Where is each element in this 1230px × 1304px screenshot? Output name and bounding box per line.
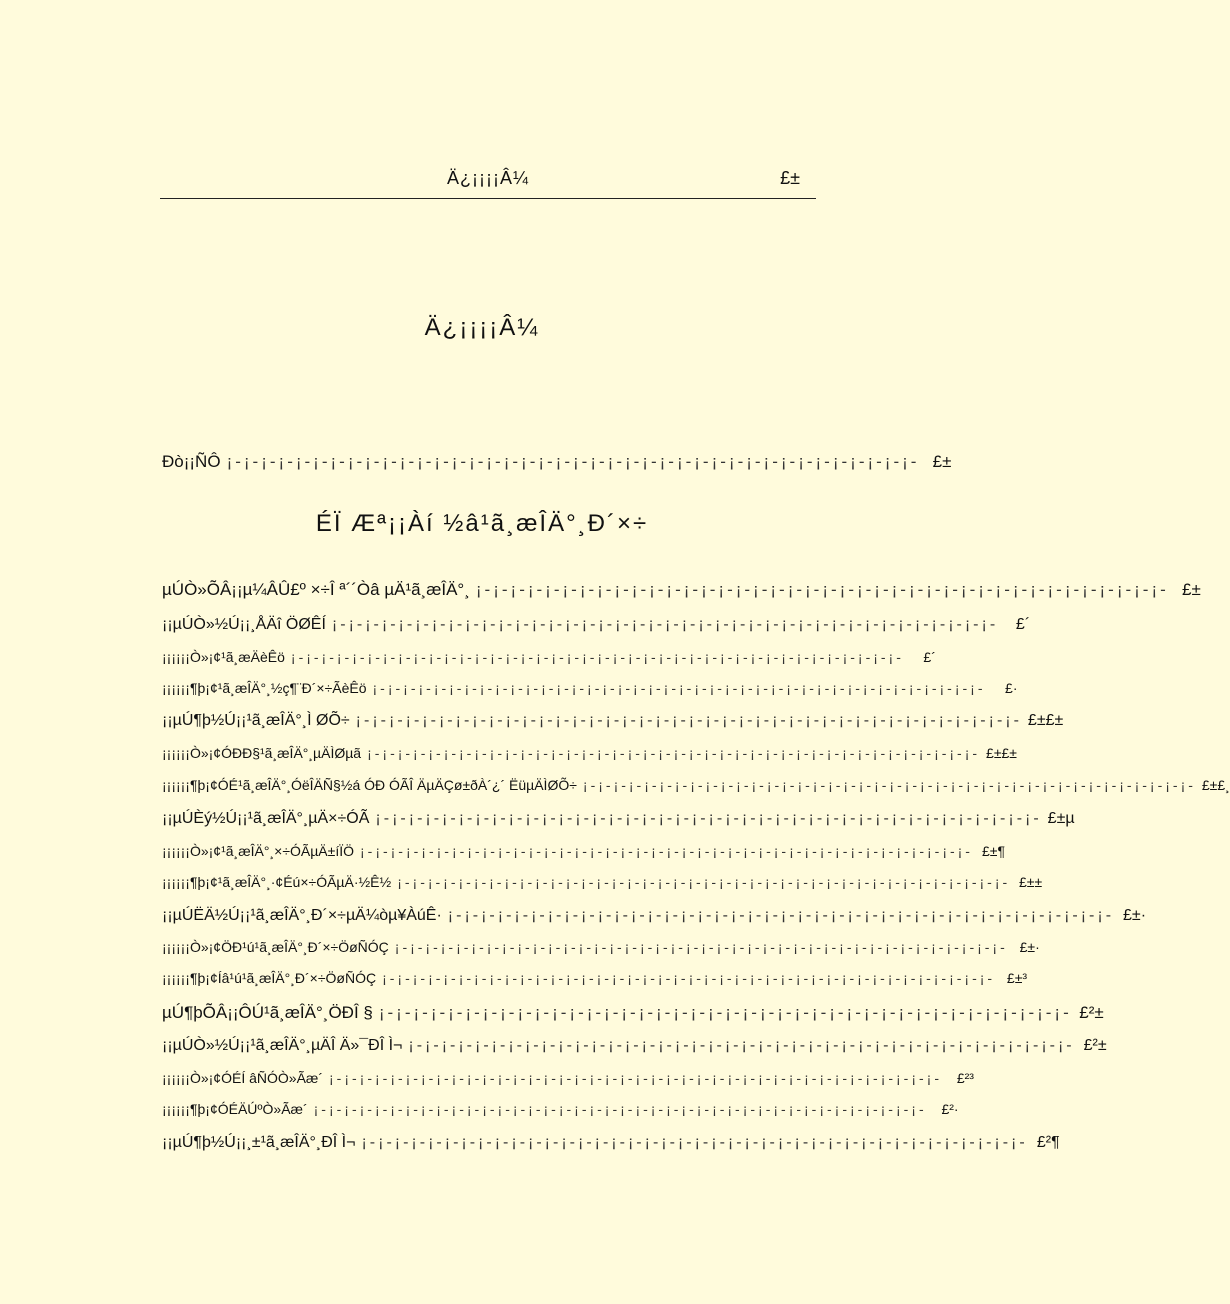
toc-entry-text: ¡¡µÚÒ»½Ú¡¡¹ã¸æÎÄ°¸µÄÎ Ä»¯ÐÎ Ì¬ <box>162 1037 403 1054</box>
toc-entry-page: £±£± <box>986 745 1017 761</box>
toc-entry[interactable] <box>162 810 1075 834</box>
toc-entry[interactable] <box>162 1134 1060 1158</box>
toc-entry-text: Ðò¡¡ÑÔ <box>162 452 221 471</box>
toc-entry[interactable] <box>162 649 936 673</box>
toc-entry[interactable] <box>162 580 1201 604</box>
dot-leader: ¡-¡-¡-¡-¡-¡-¡-¡-¡-¡-¡-¡-¡-¡-¡-¡-¡-¡-¡-¡-¡-¡-¡-¡-¡-¡-¡-¡-¡-¡-¡-¡-¡-¡-¡-¡-¡-¡-¡-¡- <box>394 939 1008 955</box>
toc-entry-page: £±³ <box>1006 970 1028 986</box>
dot-leader: ¡-¡-¡-¡-¡-¡-¡-¡-¡-¡-¡-¡-¡-¡-¡-¡-¡-¡-¡-¡-¡-¡-¡-¡-¡-¡-¡-¡-¡-¡-¡-¡-¡-¡-¡-¡-¡-¡-¡-¡- <box>447 907 1115 924</box>
toc-entry[interactable] <box>162 1037 1107 1061</box>
toc-entry[interactable] <box>162 745 1017 769</box>
toc-entry-page: £´ <box>1015 616 1031 633</box>
toc-entry-text: ¡¡µÚ¶þ½Ú¡¡¸±¹ã¸æÎÄ°¸ÐÎ Ì¬ <box>162 1134 356 1151</box>
part-title: ÉÏ Æª¡¡Àí ½â¹ã¸æÎÄ°¸Ð´×÷ <box>315 510 649 537</box>
dot-leader: ¡-¡-¡-¡-¡-¡-¡-¡-¡-¡-¡-¡-¡-¡-¡-¡-¡-¡-¡-¡-¡-¡-¡-¡-¡-¡-¡-¡-¡-¡-¡-¡-¡-¡-¡-¡-¡-¡-¡-¡- <box>382 970 996 986</box>
dot-leader: ¡-¡-¡-¡-¡-¡-¡-¡-¡-¡-¡-¡-¡-¡-¡-¡-¡-¡-¡-¡-¡-¡-¡-¡-¡-¡-¡-¡-¡-¡-¡-¡-¡-¡-¡-¡-¡-¡-¡-¡- <box>397 874 1011 890</box>
toc-entry-text: ¡¡µÚÒ»½Ú¡¡¸ÅÄî ÖØÊÍ <box>162 616 326 633</box>
toc-entry-text: ¡¡µÚ¶þ½Ú¡¡¹ã¸æÎÄ°¸Ì ØÕ÷ <box>162 712 350 729</box>
dot-leader: ¡-¡-¡-¡-¡-¡-¡-¡-¡-¡-¡-¡-¡-¡-¡-¡-¡-¡-¡-¡-¡-¡-¡-¡-¡-¡-¡-¡-¡-¡-¡-¡-¡-¡-¡-¡-¡-¡-¡-¡- <box>375 810 1042 827</box>
toc-entry-text: ¡¡¡¡¡¡Ò»¡¢ÓÉÍ âÑÓÒ»Ãæ´ <box>162 1070 324 1086</box>
toc-entry-page: £±µ <box>1047 810 1075 827</box>
toc-entry[interactable] <box>162 616 1031 640</box>
toc-entry-page: £± <box>932 452 952 471</box>
dot-leader: ¡-¡-¡-¡-¡-¡-¡-¡-¡-¡-¡-¡-¡-¡-¡-¡-¡-¡-¡-¡-¡-¡-¡-¡-¡-¡-¡-¡-¡-¡-¡-¡-¡-¡-¡-¡-¡-¡-¡-¡- <box>226 452 920 471</box>
toc-entry-text: ¡¡¡¡¡¡¶þ¡¢ÓÉ¹ã¸æÎÄ°¸ÓëÎÄÑ§½á ÓÐ ÓÃÎ ÄµÄÇø±ðÀ´¿´ ËüµÄÌØÕ÷ <box>162 777 577 793</box>
toc-entry-page: £²· <box>941 1101 959 1117</box>
toc-entry-text: ¡¡µÚÈý½Ú¡¡¹ã¸æÎÄ°¸µÄ×÷ÓÃ <box>162 810 370 827</box>
dot-leader: ¡-¡-¡-¡-¡-¡-¡-¡-¡-¡-¡-¡-¡-¡-¡-¡-¡-¡-¡-¡-¡-¡-¡-¡-¡-¡-¡-¡-¡-¡-¡-¡-¡-¡-¡-¡-¡-¡-¡-¡- <box>475 580 1169 599</box>
toc-entry[interactable] <box>162 777 1230 801</box>
dot-leader: ¡-¡-¡-¡-¡-¡-¡-¡-¡-¡-¡-¡-¡-¡-¡-¡-¡-¡-¡-¡-¡-¡-¡-¡-¡-¡-¡-¡-¡-¡-¡-¡-¡-¡-¡-¡-¡-¡-¡-¡- <box>331 616 999 633</box>
toc-entry[interactable] <box>162 680 1018 704</box>
toc-entry[interactable] <box>162 843 1005 867</box>
toc-entry[interactable] <box>162 907 1147 931</box>
toc-entry-text: ¡¡¡¡¡¡¶þ¡¢Íâ¹ú¹ã¸æÎÄ°¸Ð´×÷ÖøÑÓÇ <box>162 970 377 986</box>
dot-leader: ¡-¡-¡-¡-¡-¡-¡-¡-¡-¡-¡-¡-¡-¡-¡-¡-¡-¡-¡-¡-¡-¡-¡-¡-¡-¡-¡-¡-¡-¡-¡-¡-¡-¡-¡-¡-¡-¡-¡-¡- <box>408 1037 1075 1054</box>
toc-entry-text: ¡¡¡¡¡¡¶þ¡¢¹ã¸æÎÄ°¸·¢Éú×÷ÓÃµÄ·½Ê½ <box>162 874 392 890</box>
dot-leader: ¡-¡-¡-¡-¡-¡-¡-¡-¡-¡-¡-¡-¡-¡-¡-¡-¡-¡-¡-¡-¡-¡-¡-¡-¡-¡-¡-¡-¡-¡-¡-¡-¡-¡-¡-¡-¡-¡-¡-¡- <box>367 745 981 761</box>
dot-leader: ¡-¡-¡-¡-¡-¡-¡-¡-¡-¡-¡-¡-¡-¡-¡-¡-¡-¡-¡-¡-¡-¡-¡-¡-¡-¡-¡-¡-¡-¡-¡-¡-¡-¡-¡-¡-¡-¡-¡-¡- <box>329 1070 942 1086</box>
toc-entry-text: ¡¡¡¡¡¡¶þ¡¢¹ã¸æÎÄ°¸½ç¶¨Ð´×÷ÃèÊö <box>162 680 367 696</box>
toc-entry[interactable] <box>162 1101 959 1125</box>
running-title: Ä¿¡¡¡¡Â¼ <box>447 168 529 188</box>
toc-entry-text: µÚÒ»ÕÂ¡¡µ¼ÂÛ£º ×÷Î ª´´Òâ µÄ¹ã¸æÎÄ°¸ <box>162 580 470 599</box>
page-number: £± <box>780 168 800 188</box>
toc-entry-text: ¡¡¡¡¡¡Ò»¡¢ÖÐ¹ú¹ã¸æÎÄ°¸Ð´×÷ÖøÑÓÇ <box>162 939 389 955</box>
dot-leader: ¡-¡-¡-¡-¡-¡-¡-¡-¡-¡-¡-¡-¡-¡-¡-¡-¡-¡-¡-¡-¡-¡-¡-¡-¡-¡-¡-¡-¡-¡-¡-¡-¡-¡-¡-¡-¡-¡-¡-¡- <box>313 1101 927 1117</box>
toc-entry[interactable] <box>162 712 1064 736</box>
page-header <box>160 168 816 199</box>
toc-entry-page: £±± <box>1019 874 1043 890</box>
toc-entry-text: ¡¡¡¡¡¡Ò»¡¢¹ã¸æÎÄ°¸×÷ÓÃµÄ±íÏÖ <box>162 843 354 859</box>
dot-leader: ¡-¡-¡-¡-¡-¡-¡-¡-¡-¡-¡-¡-¡-¡-¡-¡-¡-¡-¡-¡-¡-¡-¡-¡-¡-¡-¡-¡-¡-¡-¡-¡-¡-¡-¡-¡-¡-¡-¡-¡- <box>355 712 1022 729</box>
dot-leader: ¡-¡-¡-¡-¡-¡-¡-¡-¡-¡-¡-¡-¡-¡-¡-¡-¡-¡-¡-¡-¡-¡-¡-¡-¡-¡-¡-¡-¡-¡-¡-¡-¡-¡-¡-¡-¡-¡-¡-¡- <box>582 777 1196 793</box>
toc-entry-page: £± <box>1181 580 1201 599</box>
toc-entry-page: £· <box>1005 680 1018 696</box>
toc-entry-text: ¡¡¡¡¡¡¶þ¡¢ÓÉÄÚºÒ»Ãæ´ <box>162 1101 308 1117</box>
toc-entry-page: £±· <box>1123 907 1147 924</box>
toc-entry-page: £±· <box>1019 939 1040 955</box>
dot-leader: ¡-¡-¡-¡-¡-¡-¡-¡-¡-¡-¡-¡-¡-¡-¡-¡-¡-¡-¡-¡-¡-¡-¡-¡-¡-¡-¡-¡-¡-¡-¡-¡-¡-¡-¡-¡-¡-¡-¡-¡- <box>290 649 904 665</box>
toc-entry[interactable] <box>162 1070 974 1094</box>
toc-entry[interactable] <box>162 970 1028 994</box>
toc-entry[interactable] <box>162 939 1040 963</box>
toc-entry-page: £²³ <box>956 1070 974 1086</box>
toc-entry-text: ¡¡¡¡¡¡Ò»¡¢¹ã¸æÄèÊö <box>162 649 285 665</box>
toc-entry-page: £±¶ <box>981 843 1005 859</box>
dot-leader: ¡-¡-¡-¡-¡-¡-¡-¡-¡-¡-¡-¡-¡-¡-¡-¡-¡-¡-¡-¡-¡-¡-¡-¡-¡-¡-¡-¡-¡-¡-¡-¡-¡-¡-¡-¡-¡-¡-¡-¡- <box>378 1003 1072 1022</box>
document-title: Ä¿¡¡¡¡Â¼ <box>424 314 540 341</box>
toc-entry-page: £´ <box>923 649 936 665</box>
toc-entry[interactable] <box>162 874 1043 898</box>
toc-entry-text: µÚ¶þÕÂ¡¡ÔÚ¹ã¸æÎÄ°¸ÖÐÎ § <box>162 1003 373 1022</box>
toc-entry-page: £²¶ <box>1036 1134 1060 1151</box>
dot-leader: ¡-¡-¡-¡-¡-¡-¡-¡-¡-¡-¡-¡-¡-¡-¡-¡-¡-¡-¡-¡-¡-¡-¡-¡-¡-¡-¡-¡-¡-¡-¡-¡-¡-¡-¡-¡-¡-¡-¡-¡- <box>361 1134 1028 1151</box>
toc-entry-preface[interactable] <box>162 452 952 476</box>
dot-leader: ¡-¡-¡-¡-¡-¡-¡-¡-¡-¡-¡-¡-¡-¡-¡-¡-¡-¡-¡-¡-¡-¡-¡-¡-¡-¡-¡-¡-¡-¡-¡-¡-¡-¡-¡-¡-¡-¡-¡-¡- <box>360 843 973 859</box>
toc-entry-page: £²± <box>1083 1037 1107 1054</box>
toc-entry-page: £±£¸ <box>1201 777 1230 793</box>
toc-entry-text: ¡¡¡¡¡¡Ò»¡¢ÓÐÐ§¹ã¸æÎÄ°¸µÄÌØµã <box>162 745 362 761</box>
toc-entry-text: ¡¡µÚËÄ½Ú¡¡¹ã¸æÎÄ°¸Ð´×÷µÄ¼òµ¥ÀúÊ· <box>162 907 442 924</box>
toc-entry-page: £±£± <box>1027 712 1064 729</box>
dot-leader: ¡-¡-¡-¡-¡-¡-¡-¡-¡-¡-¡-¡-¡-¡-¡-¡-¡-¡-¡-¡-¡-¡-¡-¡-¡-¡-¡-¡-¡-¡-¡-¡-¡-¡-¡-¡-¡-¡-¡-¡- <box>372 680 986 696</box>
toc-entry-page: £²± <box>1079 1003 1104 1022</box>
toc-entry[interactable] <box>162 1003 1104 1027</box>
